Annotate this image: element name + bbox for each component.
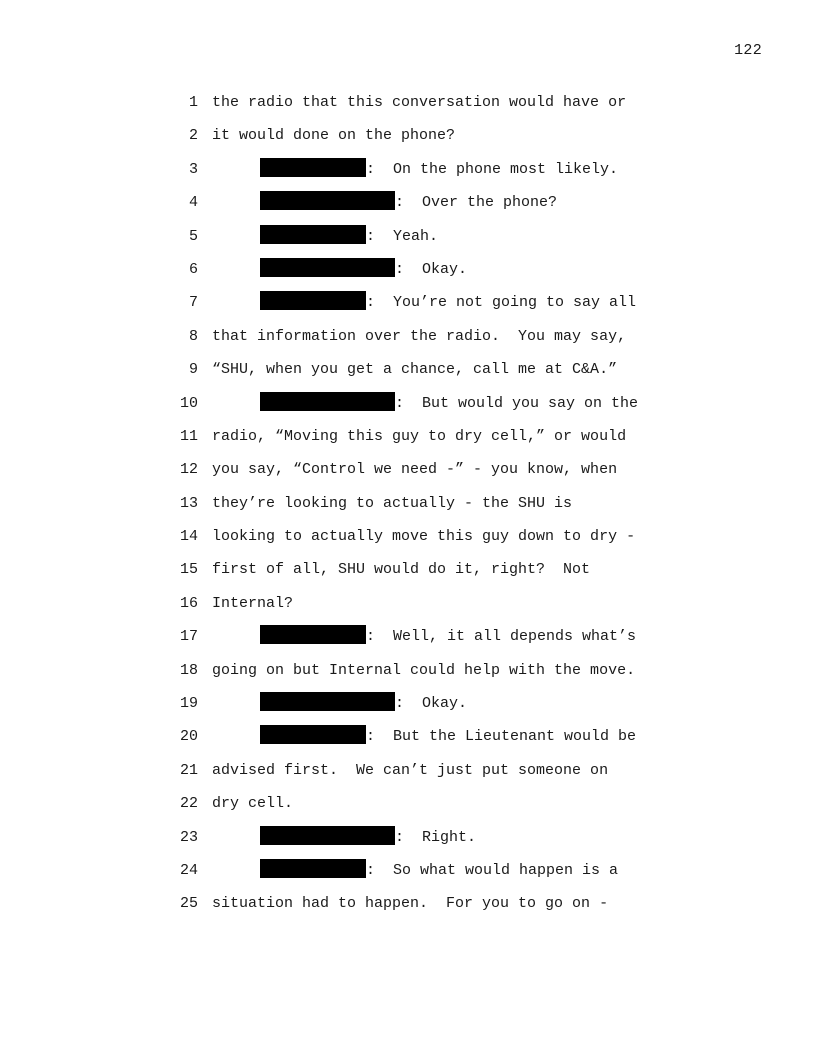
transcript-line [172,186,692,219]
line-content: first of all, SHU would do it, right? Not [212,561,591,579]
line-number: 21 [179,761,198,779]
line-text [260,687,467,720]
redacted-speaker-name [260,725,366,744]
line-number: 25 [179,895,198,913]
transcript-line [172,119,692,152]
line-content: that information over the radio. You may say, [212,327,627,345]
line-number: 20 [179,728,198,746]
redacted-speaker-name [260,291,366,310]
line-number: 6 [188,260,198,278]
line-text [260,153,618,186]
transcript-line [172,821,692,854]
transcript-line [172,453,692,486]
transcript-line [172,887,692,920]
line-content: looking to actually move this guy down to dry - [212,528,636,546]
transcript-line [172,720,692,753]
page-number: 122 [734,42,762,59]
line-number: 11 [179,427,198,445]
line-text [260,821,476,854]
line-text [260,253,467,286]
line-text [212,453,617,486]
line-content: : Well, it all depends what’s [366,628,637,646]
redacted-speaker-name [260,625,366,644]
redacted-speaker-name [260,859,366,878]
line-text [260,854,618,887]
redacted-speaker-name [260,692,395,711]
line-content: “SHU, when you get a chance, call me at C&A.” [212,361,618,379]
transcript-line [172,387,692,420]
redacted-speaker-name [260,225,366,244]
transcript-line [172,420,692,453]
transcript-line [172,320,692,353]
redacted-speaker-name [260,826,395,845]
line-content: : But the Lieutenant would be [366,728,637,746]
line-content: dry cell. [212,795,294,813]
line-number: 4 [188,194,198,212]
line-content: situation had to happen. For you to go on - [212,895,609,913]
line-number: 7 [188,294,198,312]
line-number: 13 [179,494,198,512]
line-number: 19 [179,695,198,713]
line-text [212,887,608,920]
line-content: going on but Internal could help with the move. [212,661,636,679]
redacted-speaker-name [260,392,395,411]
transcript-line [172,754,692,787]
line-content: Internal? [212,594,294,612]
line-number: 5 [188,227,198,245]
line-content: the radio that this conversation would have or [212,94,627,111]
line-text [260,220,438,253]
transcript-line [172,854,692,887]
line-number: 14 [179,528,198,546]
transcript-line [172,153,692,186]
line-text [260,620,636,653]
line-text [212,787,293,820]
line-text [212,487,572,520]
line-text [260,186,557,219]
transcript-line [172,520,692,553]
line-number: 18 [179,661,198,679]
transcript-line [172,487,692,520]
line-text [212,754,608,787]
line-text [212,119,455,152]
redacted-speaker-name [260,258,395,277]
line-number: 16 [179,594,198,612]
line-text [260,387,638,420]
line-text [212,86,626,119]
line-number: 12 [179,461,198,479]
line-content: it would done on the phone? [212,127,456,145]
line-number: 3 [188,160,198,178]
transcript-line [172,654,692,687]
line-text [212,320,626,353]
line-content: : Yeah. [366,227,439,245]
transcript-line [172,787,692,820]
redacted-speaker-name [260,158,366,177]
line-number: 24 [179,861,198,879]
redacted-speaker-name [260,191,395,210]
line-content: they’re looking to actually - the SHU is [212,494,573,512]
line-number: 8 [188,327,198,345]
transcript-body [172,86,692,921]
transcript-line [172,220,692,253]
line-content: : On the phone most likely. [366,160,619,178]
line-text [212,587,293,620]
line-text [212,520,635,553]
transcript-line [172,587,692,620]
line-text [212,353,617,386]
line-content: advised first. We can’t just put someone on [212,761,609,779]
line-number: 23 [179,828,198,846]
transcript-line [172,286,692,319]
line-number: 22 [179,795,198,813]
line-text [260,286,636,319]
transcript-line [172,620,692,653]
transcript-line [172,687,692,720]
line-content: : Over the phone? [395,194,558,212]
line-number: 17 [179,628,198,646]
line-text [212,553,590,586]
line-number: 2 [188,127,198,145]
line-content: : Okay. [395,260,468,278]
transcript-line [172,553,692,586]
line-number: 1 [188,94,198,111]
transcript-line [172,253,692,286]
line-text [260,720,636,753]
line-content: : You’re not going to say all [366,294,637,312]
transcript-line [172,353,692,386]
line-content: : So what would happen is a [366,861,619,879]
line-text [212,420,626,453]
line-number: 15 [179,561,198,579]
line-number: 9 [188,361,198,379]
line-content: : But would you say on the [395,394,639,412]
line-content: : Okay. [395,695,468,713]
transcript-line [172,86,692,119]
line-number: 10 [179,394,198,412]
line-content: you say, “Control we need -” - you know, when [212,461,618,479]
line-text [212,654,635,687]
line-content: radio, “Moving this guy to dry cell,” or would [212,427,627,445]
line-content: : Right. [395,828,477,846]
